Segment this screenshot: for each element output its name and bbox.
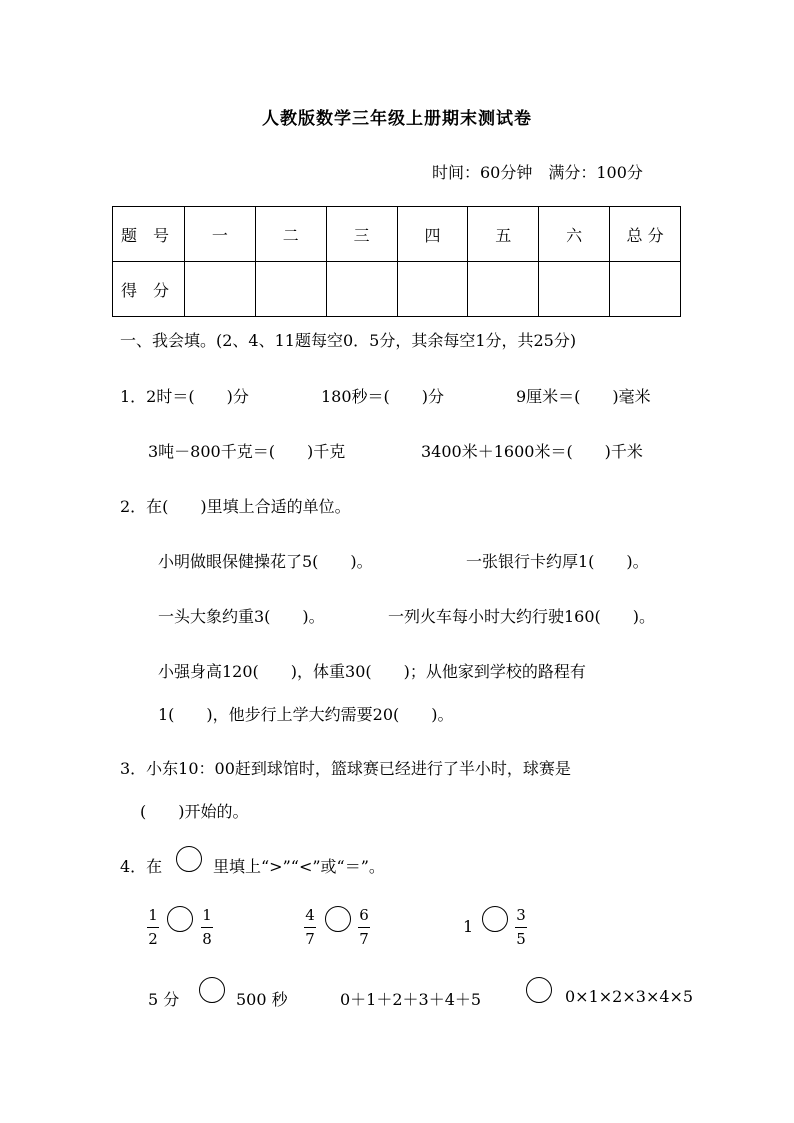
fraction-bar: [304, 927, 316, 928]
q1-item-e: 3400米＋1600米＝( )千米: [421, 442, 643, 461]
fraction-bar: [515, 927, 527, 928]
fraction-denominator: 5: [516, 930, 526, 948]
fraction-denominator: 2: [148, 930, 158, 948]
fraction-denominator: 8: [202, 930, 212, 948]
q4-stem-start: 4．在: [120, 857, 163, 876]
q2-item-a: 小明做眼保健操花了5( )。: [158, 552, 373, 571]
fraction-numerator: 4: [305, 906, 315, 924]
score-cell[interactable]: [255, 262, 326, 317]
q4-time-right: 500 秒: [236, 990, 288, 1009]
table-header-label: 题 号: [113, 207, 185, 262]
q2-item-e: 小强身高120( )，体重30( )；从他家到学校的路程有: [158, 662, 586, 681]
compare-circle[interactable]: [167, 906, 193, 932]
compare-circle[interactable]: [199, 977, 225, 1003]
table-score-label: 得 分: [113, 262, 185, 317]
fraction-numerator: 3: [516, 906, 526, 924]
circle-icon: [176, 846, 202, 872]
table-column-header: 四: [397, 207, 468, 262]
compare-circle[interactable]: [482, 906, 508, 932]
q1-item-b: 180秒＝( )分: [321, 387, 445, 406]
fraction-bar: [358, 927, 370, 928]
table-row: [113, 262, 681, 317]
q2-item-d: 一列火车每小时大约行驶160( )。: [388, 607, 656, 626]
table-column-header: 六: [539, 207, 610, 262]
fraction-numerator: 6: [359, 906, 369, 924]
q3-line2: ( )开始的。: [140, 802, 249, 821]
q4-sum-expression: 0＋1＋2＋3＋4＋5: [340, 990, 482, 1009]
compare-circle[interactable]: [325, 906, 351, 932]
table-row: [113, 207, 681, 262]
score-cell[interactable]: [185, 262, 256, 317]
fraction-denominator: 7: [305, 930, 315, 948]
table-column-header: 二: [255, 207, 326, 262]
fraction-denominator: 7: [359, 930, 369, 948]
table-column-header: 五: [468, 207, 539, 262]
q1-item-c: 9厘米＝( )毫米: [516, 387, 651, 406]
fraction-numerator: 1: [202, 906, 212, 924]
q4-stem-end: 里填上“>”“<”或“＝”。: [213, 857, 385, 876]
whole-number: 1: [463, 917, 474, 936]
score-cell[interactable]: [610, 262, 681, 317]
q2-item-b: 一张银行卡约厚1( )。: [466, 552, 649, 571]
q4-time-left: 5 分: [148, 990, 180, 1009]
section-heading: 一、我会填。(2、4、11题每空0．5分，其余每空1分，共25分): [120, 331, 577, 350]
table-column-header: 总 分: [610, 207, 681, 262]
page-title: 人教版数学三年级上册期末测试卷: [262, 109, 532, 129]
score-cell[interactable]: [326, 262, 397, 317]
score-table: [112, 206, 681, 317]
q2-item-f: 1( )，他步行上学大约需要20( )。: [158, 705, 454, 724]
score-cell[interactable]: [397, 262, 468, 317]
q2-item-c: 一头大象约重3( )。: [158, 607, 325, 626]
q2-stem: 2．在( )里填上合适的单位。: [120, 497, 351, 516]
q4-product-expression: 0×1×2×3×4×5: [565, 987, 694, 1006]
exam-meta: 时间：60分钟 满分：100分: [432, 163, 643, 182]
fraction-numerator: 1: [148, 906, 158, 924]
q1-item-d: 3吨－800千克＝( )千克: [148, 442, 346, 461]
fraction-bar: [201, 927, 213, 928]
q1-item-a: 1．2时＝( )分: [120, 387, 249, 406]
compare-circle[interactable]: [526, 977, 552, 1003]
q3-line1: 3．小东10：00赶到球馆时，篮球赛已经进行了半小时，球赛是: [120, 759, 571, 778]
table-column-header: 三: [326, 207, 397, 262]
score-cell[interactable]: [539, 262, 610, 317]
fraction-bar: [147, 927, 159, 928]
score-cell[interactable]: [468, 262, 539, 317]
table-column-header: 一: [185, 207, 256, 262]
